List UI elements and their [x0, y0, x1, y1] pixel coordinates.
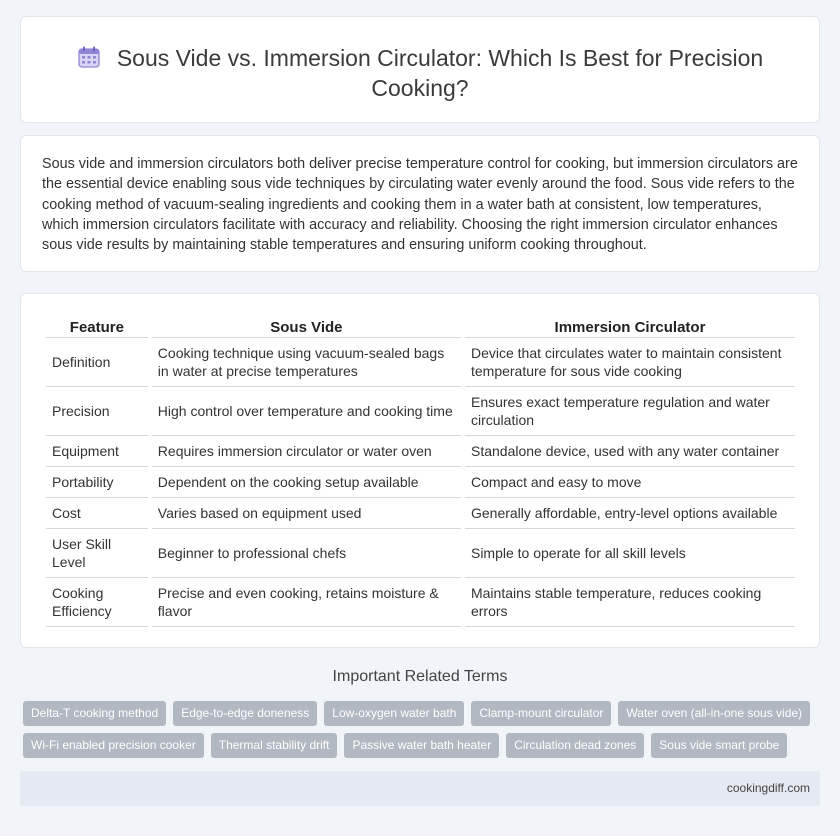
table-row — [46, 578, 795, 627]
related-tags-row-1 — [23, 701, 823, 726]
table-row — [46, 467, 795, 498]
cell-feature: Cost — [46, 498, 148, 529]
related-tag[interactable]: Sous vide smart probe — [651, 733, 787, 758]
cell-immersion-circulator: Ensures exact temperature regulation and water circulation — [465, 387, 795, 436]
page-title — [61, 43, 779, 103]
calendar-icon — [77, 45, 101, 69]
cell-sous-vide: Beginner to professional chefs — [152, 529, 461, 578]
header-immersion-circulator: Immersion Circulator — [465, 314, 795, 338]
cell-feature: User Skill Level — [46, 529, 148, 578]
cell-sous-vide: Precise and even cooking, retains moisture & flavor — [152, 578, 461, 627]
table-row — [46, 387, 795, 436]
header-feature: Feature — [46, 314, 148, 338]
intro-card — [20, 135, 820, 272]
related-tag[interactable]: Water oven (all-in-one sous vide) — [618, 701, 810, 726]
cell-sous-vide: Cooking technique using vacuum-sealed bags in water at precise temperatures — [152, 338, 461, 387]
table-row — [46, 436, 795, 467]
cell-sous-vide: Varies based on equipment used — [152, 498, 461, 529]
page-title-text: Sous Vide vs. Immersion Circulator: Which Is Best for Precision Cooking? — [116, 45, 764, 101]
related-tag[interactable]: Wi-Fi enabled precision cooker — [23, 733, 204, 758]
table-header-row — [46, 314, 795, 338]
cell-feature: Precision — [46, 387, 148, 436]
cell-immersion-circulator: Generally affordable, entry-level options available — [465, 498, 795, 529]
related-tag[interactable]: Circulation dead zones — [506, 733, 644, 758]
table-row — [46, 338, 795, 387]
title-card — [20, 16, 820, 123]
cell-feature: Portability — [46, 467, 148, 498]
related-tag[interactable]: Clamp-mount circulator — [471, 701, 611, 726]
cell-feature: Cooking Efficiency — [46, 578, 148, 627]
related-tag[interactable]: Delta-T cooking method — [23, 701, 166, 726]
table-row — [46, 529, 795, 578]
cell-immersion-circulator: Standalone device, used with any water container — [465, 436, 795, 467]
table-row — [46, 498, 795, 529]
cell-feature: Equipment — [46, 436, 148, 467]
related-terms-title: Important Related Terms — [332, 668, 508, 685]
cell-immersion-circulator: Compact and easy to move — [465, 467, 795, 498]
comparison-card — [20, 293, 820, 648]
cell-immersion-circulator: Device that circulates water to maintain consistent temperature for sous vide cooking — [465, 338, 795, 387]
footer — [20, 771, 820, 806]
header-sous-vide: Sous Vide — [152, 314, 461, 338]
related-tag[interactable]: Edge-to-edge doneness — [173, 701, 317, 726]
cell-immersion-circulator: Maintains stable temperature, reduces cooking errors — [465, 578, 795, 627]
cell-sous-vide: Dependent on the cooking setup available — [152, 467, 461, 498]
cell-immersion-circulator: Simple to operate for all skill levels — [465, 529, 795, 578]
cell-sous-vide: Requires immersion circulator or water oven — [152, 436, 461, 467]
related-tags-row-2 — [23, 733, 823, 758]
related-tag[interactable]: Thermal stability drift — [211, 733, 338, 758]
related-tag[interactable]: Low-oxygen water bath — [324, 701, 464, 726]
cell-feature: Definition — [46, 338, 148, 387]
footer-site-link[interactable]: cookingdiff.com — [726, 781, 810, 795]
cell-sous-vide: High control over temperature and cooking time — [152, 387, 461, 436]
intro-paragraph: Sous vide and immersion circulators both deliver precise temperature control for cooking, but immersion circulators are the essential device enabling sous vide techniques by circulating water evenly around the food. Sous vide refers to the cooking method of vacuum-sealing ingredients and cooking them in a water bath at consistent, low temperatures, which immersion circulators facilitate with accuracy and reliability. Choosing the right immersion circulator enhances sous vide results by maintaining stable temperatures and ensuring uniform cooking throughout. — [42, 156, 798, 254]
related-tag[interactable]: Passive water bath heater — [344, 733, 499, 758]
comparison-table — [42, 314, 799, 627]
